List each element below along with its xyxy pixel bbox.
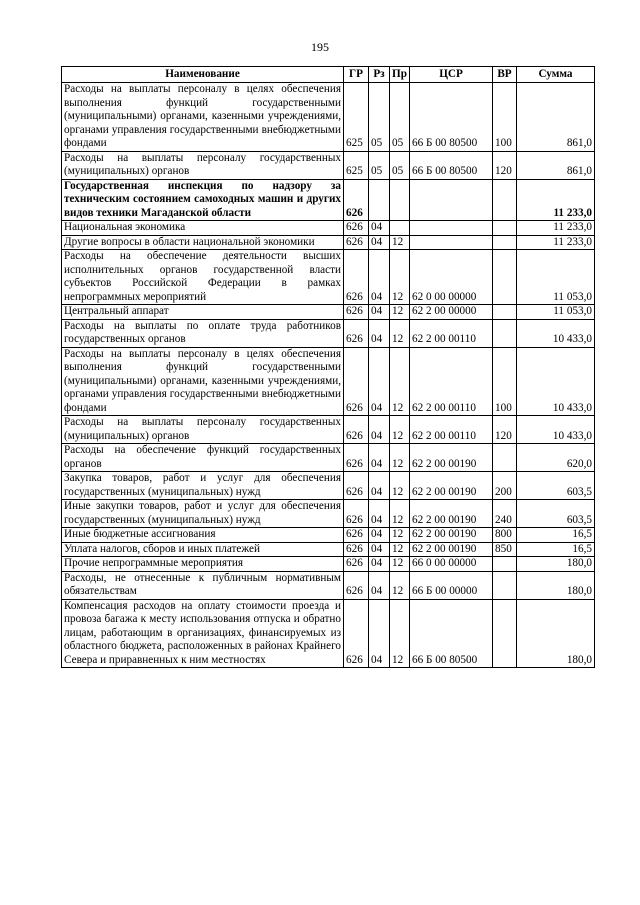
cell-vr [493, 444, 517, 472]
cell-vr [493, 221, 517, 236]
cell-name: Уплата налогов, сборов и иных платежей [62, 542, 344, 557]
cell-pr [390, 179, 410, 221]
cell-rz [369, 179, 390, 221]
cell-pr: 12 [390, 557, 410, 572]
cell-rz: 04 [369, 347, 390, 416]
cell-gr: 625 [344, 151, 369, 179]
cell-csr: 66 Б 00 80500 [410, 599, 493, 668]
cell-csr: 62 2 00 00190 [410, 528, 493, 543]
cell-vr [493, 599, 517, 668]
cell-rz: 05 [369, 151, 390, 179]
cell-rz: 04 [369, 542, 390, 557]
cell-sum: 180,0 [517, 557, 595, 572]
cell-name: Национальная экономика [62, 221, 344, 236]
cell-rz: 05 [369, 83, 390, 152]
cell-pr: 12 [390, 250, 410, 305]
cell-sum: 11 233,0 [517, 221, 595, 236]
cell-name: Расходы на выплаты персоналу в целях обеспечения выполнения функций государственными (муниципальными) органами, казенными учреждениями, органами управления государственными внебюджетными фондами [62, 83, 344, 152]
cell-gr: 626 [344, 347, 369, 416]
cell-sum: 603,5 [517, 472, 595, 500]
cell-gr: 626 [344, 416, 369, 444]
cell-rz: 04 [369, 557, 390, 572]
cell-sum: 16,5 [517, 542, 595, 557]
cell-csr [410, 179, 493, 221]
table-row [62, 500, 595, 528]
table-body [62, 83, 595, 668]
cell-name: Расходы на выплаты персоналу в целях обеспечения выполнения функций государственными (муниципальными) органами, казенными учреждениями, органами управления государственными внебюджетными фондами [62, 347, 344, 416]
cell-name: Государственная инспекция по надзору за техническим состоянием самоходных машин и других видов техники Магаданской области [62, 179, 344, 221]
cell-name: Закупка товаров, работ и услуг для обеспечения государственных (муниципальных) нужд [62, 472, 344, 500]
cell-name: Прочие непрограммные мероприятия [62, 557, 344, 572]
cell-vr [493, 235, 517, 250]
cell-vr: 800 [493, 528, 517, 543]
cell-vr: 100 [493, 347, 517, 416]
header-gr: ГР [344, 67, 369, 83]
table-row [62, 319, 595, 347]
cell-pr: 12 [390, 416, 410, 444]
cell-vr [493, 179, 517, 221]
header-rz: Рз [369, 67, 390, 83]
table-row [62, 250, 595, 305]
cell-sum: 180,0 [517, 571, 595, 599]
cell-pr: 05 [390, 83, 410, 152]
cell-name: Иные закупки товаров, работ и услуг для обеспечения государственных (муниципальных) нужд [62, 500, 344, 528]
cell-vr [493, 250, 517, 305]
table-row [62, 571, 595, 599]
cell-pr: 12 [390, 500, 410, 528]
cell-pr: 12 [390, 444, 410, 472]
cell-csr: 62 2 00 00190 [410, 472, 493, 500]
cell-rz: 04 [369, 444, 390, 472]
header-vr: ВР [493, 67, 517, 83]
cell-sum: 861,0 [517, 151, 595, 179]
table-row [62, 179, 595, 221]
cell-rz: 04 [369, 416, 390, 444]
cell-vr [493, 557, 517, 572]
cell-csr: 62 2 00 00110 [410, 319, 493, 347]
cell-sum: 11 233,0 [517, 235, 595, 250]
cell-csr [410, 235, 493, 250]
cell-gr: 626 [344, 221, 369, 236]
table-row [62, 557, 595, 572]
cell-gr: 626 [344, 305, 369, 320]
cell-gr: 626 [344, 179, 369, 221]
cell-pr: 12 [390, 235, 410, 250]
cell-rz: 04 [369, 528, 390, 543]
cell-vr: 850 [493, 542, 517, 557]
table-row [62, 416, 595, 444]
cell-rz: 04 [369, 472, 390, 500]
cell-vr [493, 305, 517, 320]
cell-gr: 626 [344, 319, 369, 347]
cell-vr: 120 [493, 416, 517, 444]
cell-gr: 626 [344, 557, 369, 572]
cell-pr: 05 [390, 151, 410, 179]
cell-pr: 12 [390, 305, 410, 320]
cell-vr: 100 [493, 83, 517, 152]
cell-sum: 861,0 [517, 83, 595, 152]
table-row [62, 472, 595, 500]
table-row [62, 83, 595, 152]
cell-name: Компенсация расходов на оплату стоимости проезда и провоза багажа к месту использования отпуска и обратно лицам, работающим в организациях, финансируемых из областного бюджета, расположенных в районах Крайнего Севера и приравненных к ним местностях [62, 599, 344, 668]
cell-gr: 626 [344, 472, 369, 500]
cell-csr: 62 2 00 00110 [410, 347, 493, 416]
cell-pr: 12 [390, 528, 410, 543]
cell-name: Иные бюджетные ассигнования [62, 528, 344, 543]
cell-csr: 66 Б 00 80500 [410, 83, 493, 152]
cell-gr: 626 [344, 500, 369, 528]
cell-gr: 626 [344, 444, 369, 472]
cell-name: Расходы на обеспечение деятельности высших исполнительных органов государственной власти субъектов Российской Федерации в рамках непрограммных мероприятий [62, 250, 344, 305]
cell-csr: 62 2 00 00190 [410, 542, 493, 557]
cell-sum: 11 053,0 [517, 305, 595, 320]
cell-sum: 180,0 [517, 599, 595, 668]
cell-name: Расходы, не отнесенные к публичным нормативным обязательствам [62, 571, 344, 599]
header-sum: Сумма [517, 67, 595, 83]
cell-csr: 62 2 00 00110 [410, 416, 493, 444]
table-row [62, 542, 595, 557]
cell-csr: 66 0 00 00000 [410, 557, 493, 572]
cell-gr: 626 [344, 542, 369, 557]
cell-pr [390, 221, 410, 236]
cell-gr: 626 [344, 528, 369, 543]
cell-vr [493, 571, 517, 599]
table-header-row [62, 67, 595, 83]
cell-name: Другие вопросы в области национальной экономики [62, 235, 344, 250]
cell-csr: 62 2 00 00190 [410, 444, 493, 472]
cell-gr: 626 [344, 571, 369, 599]
cell-sum: 10 433,0 [517, 416, 595, 444]
cell-pr: 12 [390, 347, 410, 416]
page-number: 195 [311, 40, 329, 54]
header-csr: ЦСР [410, 67, 493, 83]
table-row [62, 151, 595, 179]
cell-vr [493, 319, 517, 347]
table-row [62, 347, 595, 416]
cell-gr: 626 [344, 250, 369, 305]
cell-rz: 04 [369, 571, 390, 599]
cell-name: Расходы на выплаты по оплате труда работников государственных органов [62, 319, 344, 347]
cell-name: Расходы на обеспечение функций государственных органов [62, 444, 344, 472]
cell-sum: 10 433,0 [517, 319, 595, 347]
table-row [62, 305, 595, 320]
cell-gr: 625 [344, 83, 369, 152]
cell-sum: 620,0 [517, 444, 595, 472]
cell-sum: 11 233,0 [517, 179, 595, 221]
cell-rz: 04 [369, 235, 390, 250]
header-pr: Пр [390, 67, 410, 83]
cell-sum: 16,5 [517, 528, 595, 543]
budget-table [61, 66, 595, 668]
cell-vr: 200 [493, 472, 517, 500]
cell-csr: 62 0 00 00000 [410, 250, 493, 305]
cell-pr: 12 [390, 599, 410, 668]
table-row [62, 599, 595, 668]
cell-rz: 04 [369, 305, 390, 320]
cell-pr: 12 [390, 542, 410, 557]
cell-csr: 66 Б 00 80500 [410, 151, 493, 179]
table-row [62, 235, 595, 250]
cell-gr: 626 [344, 235, 369, 250]
cell-csr: 66 Б 00 00000 [410, 571, 493, 599]
table-row [62, 444, 595, 472]
cell-csr [410, 221, 493, 236]
cell-rz: 04 [369, 221, 390, 236]
cell-rz: 04 [369, 319, 390, 347]
cell-sum: 10 433,0 [517, 347, 595, 416]
table-row [62, 221, 595, 236]
cell-pr: 12 [390, 472, 410, 500]
cell-vr: 240 [493, 500, 517, 528]
cell-rz: 04 [369, 250, 390, 305]
cell-sum: 11 053,0 [517, 250, 595, 305]
cell-name: Расходы на выплаты персоналу государственных (муниципальных) органов [62, 151, 344, 179]
cell-pr: 12 [390, 319, 410, 347]
cell-rz: 04 [369, 500, 390, 528]
cell-pr: 12 [390, 571, 410, 599]
header-name: Наименование [62, 67, 344, 83]
cell-sum: 603,5 [517, 500, 595, 528]
cell-csr: 62 2 00 00000 [410, 305, 493, 320]
cell-rz: 04 [369, 599, 390, 668]
table-row [62, 528, 595, 543]
cell-gr: 626 [344, 599, 369, 668]
cell-vr: 120 [493, 151, 517, 179]
cell-name: Расходы на выплаты персоналу государственных (муниципальных) органов [62, 416, 344, 444]
cell-name: Центральный аппарат [62, 305, 344, 320]
cell-csr: 62 2 00 00190 [410, 500, 493, 528]
